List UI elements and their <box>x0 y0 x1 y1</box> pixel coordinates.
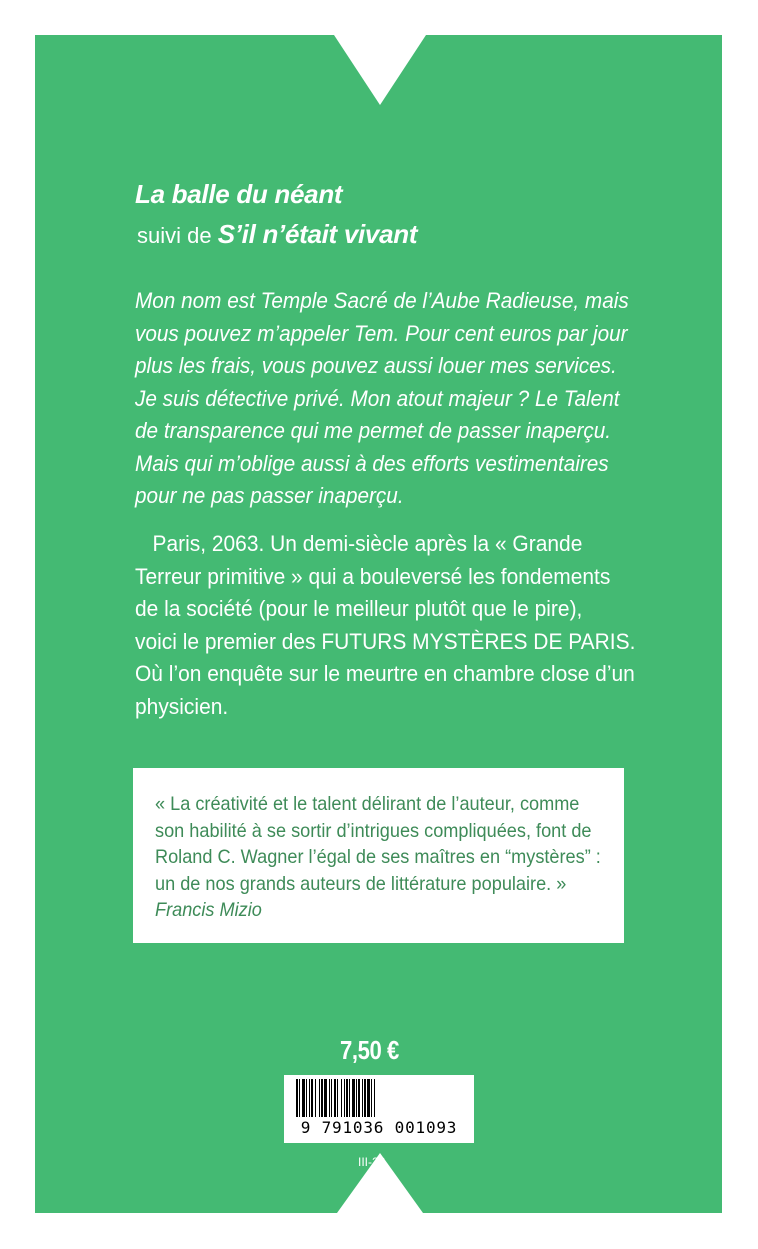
subtitle <box>137 219 417 250</box>
subtitle-prefix: suivi de <box>137 223 218 248</box>
series-code: III-22 <box>358 1155 386 1169</box>
summary-line: Où l’on enquête sur le meurtre en chambre close d’un <box>135 661 635 686</box>
book-back-cover <box>35 35 722 1213</box>
barcode <box>284 1075 474 1143</box>
summary-line: de la société (pour le meilleur plutôt que le pire), <box>135 596 583 621</box>
summary-paragraph <box>135 528 661 723</box>
quote-line: Roland C. Wagner l’égal de ses maîtres en “mystères” : <box>155 846 601 868</box>
book-title: La balle du néant <box>135 179 343 209</box>
review-quote <box>155 791 601 924</box>
blurb-line: Je suis détective privé. Mon atout majeur ? Le Talent <box>135 385 620 411</box>
blurb-line: Mon nom est Temple Sacré de l’Aube Radieuse, mais <box>135 288 629 313</box>
bottom-notch-decoration <box>337 1153 423 1213</box>
blurb-paragraph <box>135 285 629 513</box>
price: 7,50 € <box>340 1035 399 1065</box>
quote-author: Francis Mizio <box>155 899 262 921</box>
blurb-line: pour ne pas passer inaperçu. <box>135 483 404 508</box>
blurb-line: de transparence qui me permet de passer inaperçu. <box>135 418 612 443</box>
barcode-bars <box>284 1075 474 1121</box>
blurb-line: Mais qui m’oblige aussi à des efforts vestimentaires <box>135 450 609 476</box>
summary-line: Terreur primitive » qui a bouleversé les fondements <box>135 563 611 589</box>
quote-line: son habilité à se sortir d’intrigues compliquées, font de <box>155 819 592 842</box>
blurb-line: vous pouvez m’appeler Tem. Pour cent euros par jour <box>135 320 628 346</box>
summary-line: voici le premier des FUTURS MYSTÈRES DE PARIS. <box>135 628 636 654</box>
summary-line: physicien. <box>135 693 229 719</box>
summary-line: Paris, 2063. Un demi-siècle après la « Grande <box>135 531 583 556</box>
quote-line: un de nos grands auteurs de littérature populaire. » <box>155 872 567 895</box>
second-title: S’il n’était vivant <box>217 219 418 249</box>
quote-line: « La créativité et le talent délirant de l’auteur, comme <box>155 793 580 815</box>
blurb-line: plus les frais, vous pouvez aussi louer mes services. <box>135 353 617 378</box>
isbn-number: 9 791036 001093 <box>300 1118 458 1137</box>
review-quote-box <box>133 768 624 943</box>
top-notch-decoration <box>334 35 426 105</box>
